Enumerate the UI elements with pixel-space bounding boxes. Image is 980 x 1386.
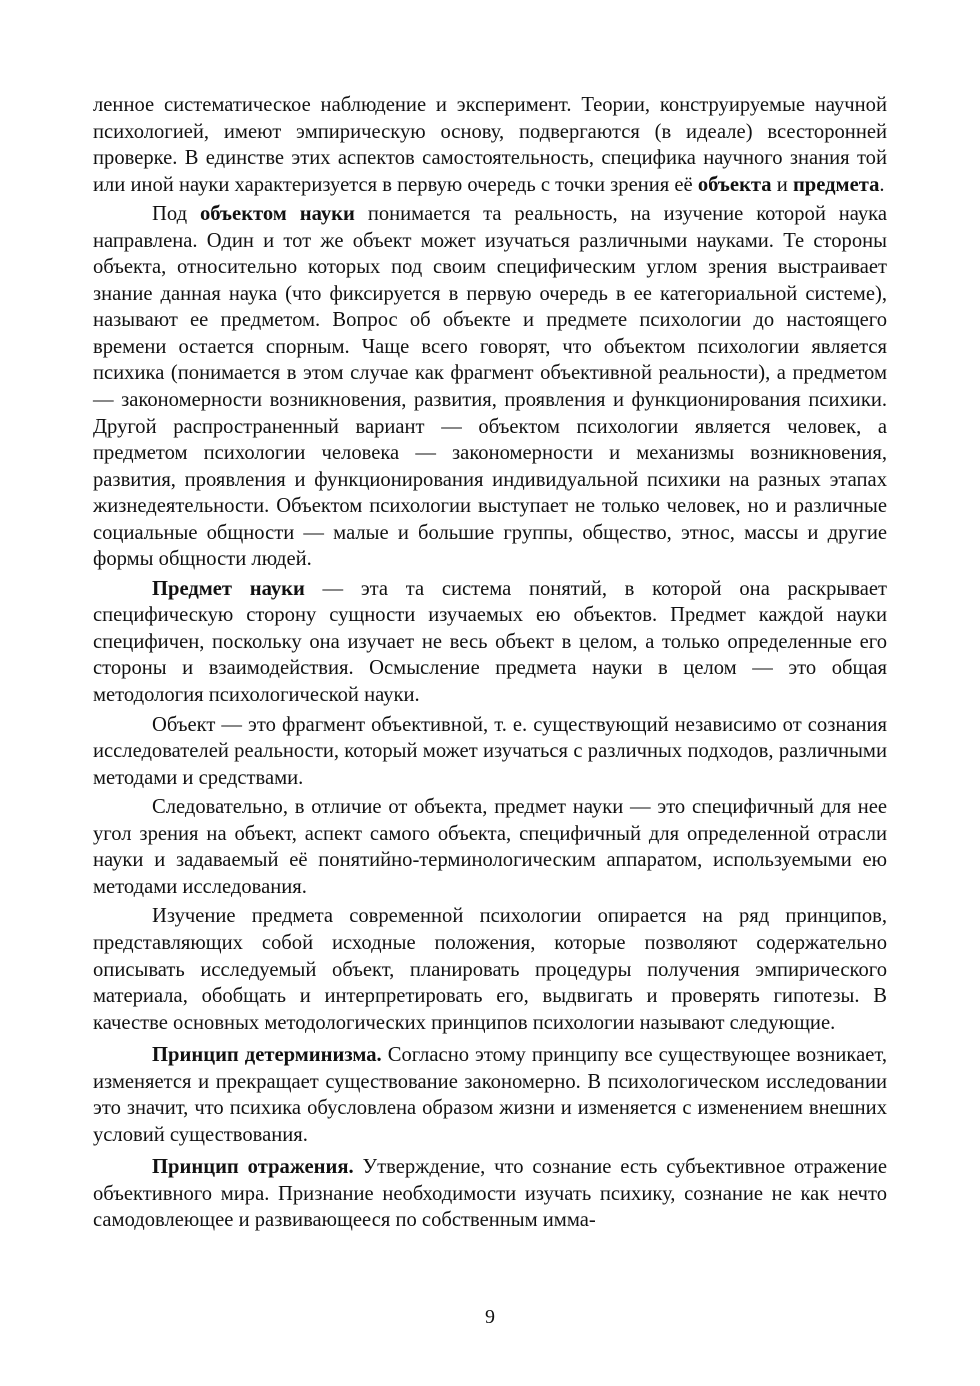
- paragraph-object-of-science: Под объектом науки понимается та реальность, на изучение которой наука направлена. Один и тот же объект может изучаться различными науками. Те стороны объекта, относительно которых под своим специфическим углом зрения выстраивает знание данная наука (что фиксируется в первую очередь в ее категориальной системе), называют ее предметом. Вопрос об объекте и предмете психологии до настоящего времени остается спорным. Чаще всего говорят, что объектом психологии является психика (понимается в этом случае как фрагмент объективной реальности), а предметом — закономерности возникновения, развития, проявления и функционирования психики. Другой распространенный вариант — объектом психологии является человек, а предметом психологии человека — закономерности и механизмы возникновения, развития, проявления и функционирования индивидуальной психики на разных этапах жизнедеятельности. Объектом психологии выступает не только человек, но и различные социальные общности — малые и большие группы, общество, этнос, массы и другие формы общности людей.: [93, 203, 888, 571]
- term-determinism-principle: Принцип детерминизма.: [152, 1044, 382, 1067]
- paragraph-principles-intro: Изучение предмета современной психологии опирается на ряд принципов, представляющих собой исходные положения, которые позволяют содержательно описывать исследуемый объект, планировать процедуры получения эмпирического материала, обобщать и интерпретировать его, выдвигать и проверять гипотезы. В качестве основных методологических принципов психологии называют следующие.: [93, 905, 887, 1034]
- paragraph-reflection: Принцип отражения. Утверждение, что сознание есть субъективное отражение объективного мира. Признание необходимости изучать психику, сознание не как нечто самодовлеющее и развивающееся по собственным имма-: [93, 1156, 887, 1232]
- term-subject-of-science: Предмет науки: [152, 577, 305, 600]
- term-object-of-science: объектом науки: [199, 203, 355, 226]
- paragraph-intro: ленное систематическое наблюдение и эксперимент. Теории, конструируемые научной психологией, имеют эмпирическую основу, подвергаются (в идеале) всесторонней проверке. В единстве этих аспектов самостоятельность, специфика научного знания той или иной науки характеризуется в первую очередь с точки зрения её объекта и предмета.: [93, 94, 887, 196]
- paragraph-consequently: Следовательно, в отличие от объекта, предмет науки — это специфичный для нее угол зрения на объект, аспект самого объекта, специфичный для определенной отрасли науки и задаваемый её понятийно-терминологическим аппаратом, используемыми ею методами исследования.: [93, 796, 887, 898]
- page-body: [93, 92, 887, 1234]
- page-number: 9: [485, 1306, 495, 1328]
- paragraph-subject-of-science: Предмет науки — эта та система понятий, в которой она раскрывает специфическую сторону сущности изучаемых ею объектов. Предмет каждой науки специфичен, поскольку она изучает не весь объект в целом, а только определенные его стороны и взаимодействия. Осмысление предмета науки в целом — это общая методология психологической науки.: [93, 577, 887, 707]
- term-reflection-principle: Принцип отражения.: [152, 1156, 354, 1179]
- term-subject: предмета: [792, 173, 880, 196]
- paragraph-object-definition: Объект — это фрагмент объективной, т. е. существующий независимо от сознания исследователей реальности, который может изучаться с различных подходов, различными методами и средствами.: [93, 713, 887, 789]
- term-object: объекта: [697, 173, 772, 196]
- paragraph-determinism: Принцип детерминизма. Согласно этому принципу все существующее возникает, изменяется и прекращает существование закономерно. В психологическом исследовании это значит, что психика обусловлена образом жизни и изменяется с изменением внешних условий существования.: [93, 1044, 887, 1146]
